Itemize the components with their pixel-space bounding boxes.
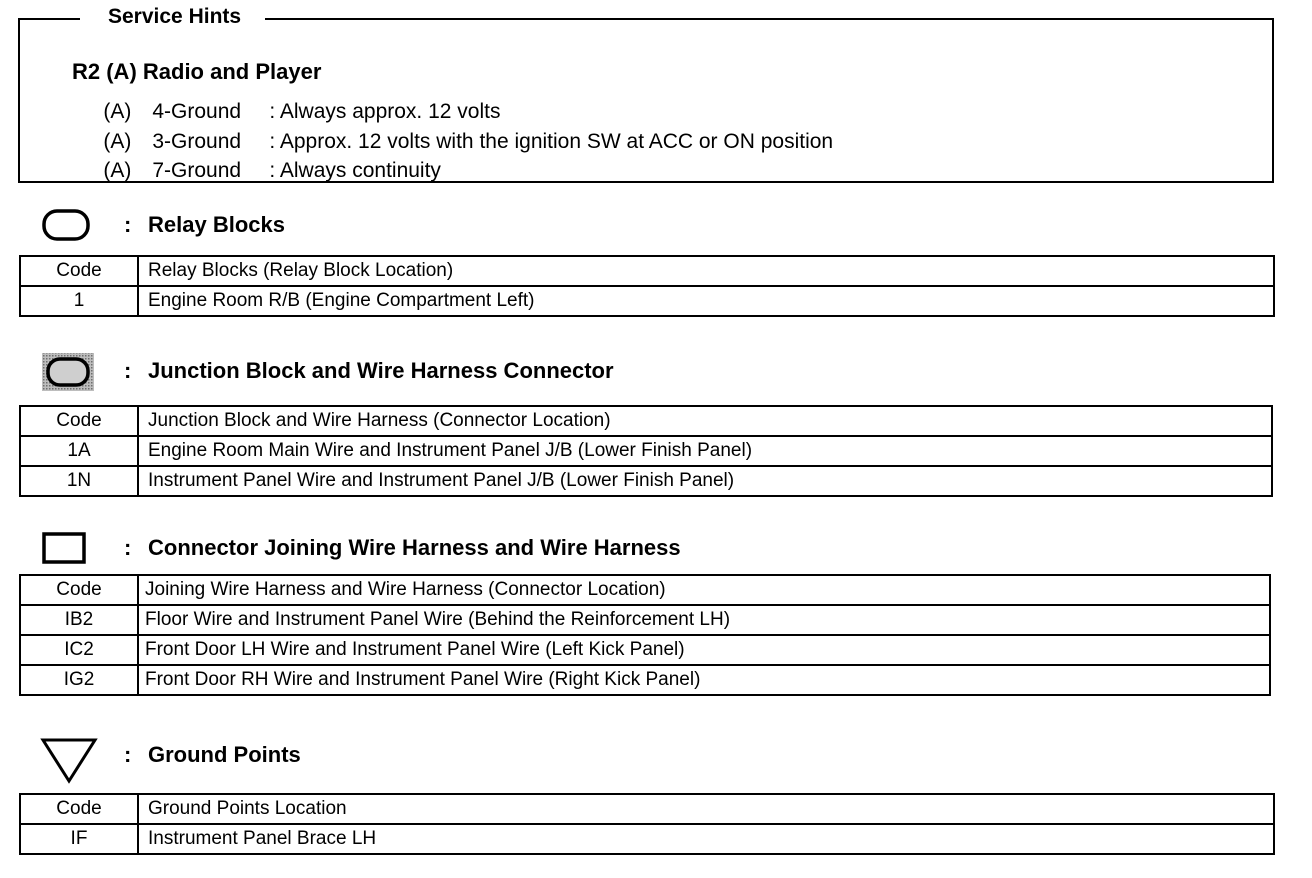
row-code: 1A [20,436,138,466]
section-colon: : [124,535,132,560]
section-title: Connector Joining Wire Harness and Wire Harness [148,535,681,560]
header-desc: Joining Wire Harness and Wire Harness (Connector Location) [138,575,1270,605]
connectors-table [19,574,1271,696]
header-desc: Ground Points Location [138,794,1274,824]
junction-blocks-table [19,405,1273,497]
rounded-oval-icon [40,208,92,244]
row-desc: Instrument Panel Brace LH [138,824,1274,854]
shaded-oval-icon [40,352,100,392]
ground-points-table [19,793,1275,855]
hint-pins: 7-Ground [152,159,242,182]
row-desc: Instrument Panel Wire and Instrument Panel J/B (Lower Finish Panel) [138,466,1272,496]
table-header-row [20,406,1272,436]
section-title: Relay Blocks [148,212,285,237]
hint-desc: : Always approx. 12 volts [269,100,501,123]
table-row [20,286,1274,316]
header-code: Code [20,256,138,286]
service-hints-legend: Service Hints [80,4,265,30]
table-row [20,466,1272,496]
row-desc: Engine Room R/B (Engine Compartment Left) [138,286,1274,316]
row-desc: Engine Room Main Wire and Instrument Panel J/B (Lower Finish Panel) [138,436,1272,466]
row-code: IB2 [20,605,138,635]
table-header-row [20,794,1274,824]
table-row [20,436,1272,466]
header-code: Code [20,406,138,436]
row-desc: Front Door RH Wire and Instrument Panel Wire (Right Kick Panel) [138,665,1270,695]
service-hints-box [18,18,1274,183]
row-desc: Front Door LH Wire and Instrument Panel Wire (Left Kick Panel) [138,635,1270,665]
header-code: Code [20,794,138,824]
table-header-row [20,575,1270,605]
hint-pins: 4-Ground [152,100,242,123]
table-row [20,824,1274,854]
down-triangle-icon [40,736,100,786]
row-code: IC2 [20,635,138,665]
section-colon: : [124,212,132,237]
table-header-row [20,256,1274,286]
header-desc: Relay Blocks (Relay Block Location) [138,256,1274,286]
table-row [20,665,1270,695]
relay-blocks-table [19,255,1275,317]
header-desc: Junction Block and Wire Harness (Connector Location) [138,406,1272,436]
section-title: Ground Points [148,742,301,767]
row-desc: Floor Wire and Instrument Panel Wire (Behind the Reinforcement LH) [138,605,1270,635]
hint-label: (A) [103,100,132,123]
header-code: Code [20,575,138,605]
table-row [20,635,1270,665]
section-colon: : [124,742,132,767]
section-colon: : [124,358,132,383]
section-title: Junction Block and Wire Harness Connector [148,358,614,383]
hint-desc: : Approx. 12 volts with the ignition SW at ACC or ON position [269,130,834,153]
square-icon [40,530,92,568]
hint-pins: 3-Ground [152,130,242,153]
row-code: IF [20,824,138,854]
row-code: IG2 [20,665,138,695]
hints-title: R2 (A) Radio and Player [72,59,322,84]
row-code: 1N [20,466,138,496]
table-row [20,605,1270,635]
hint-label: (A) [103,130,132,153]
row-code: 1 [20,286,138,316]
hint-label: (A) [103,159,132,182]
hint-desc: : Always continuity [269,159,441,182]
hint-line [80,135,441,207]
